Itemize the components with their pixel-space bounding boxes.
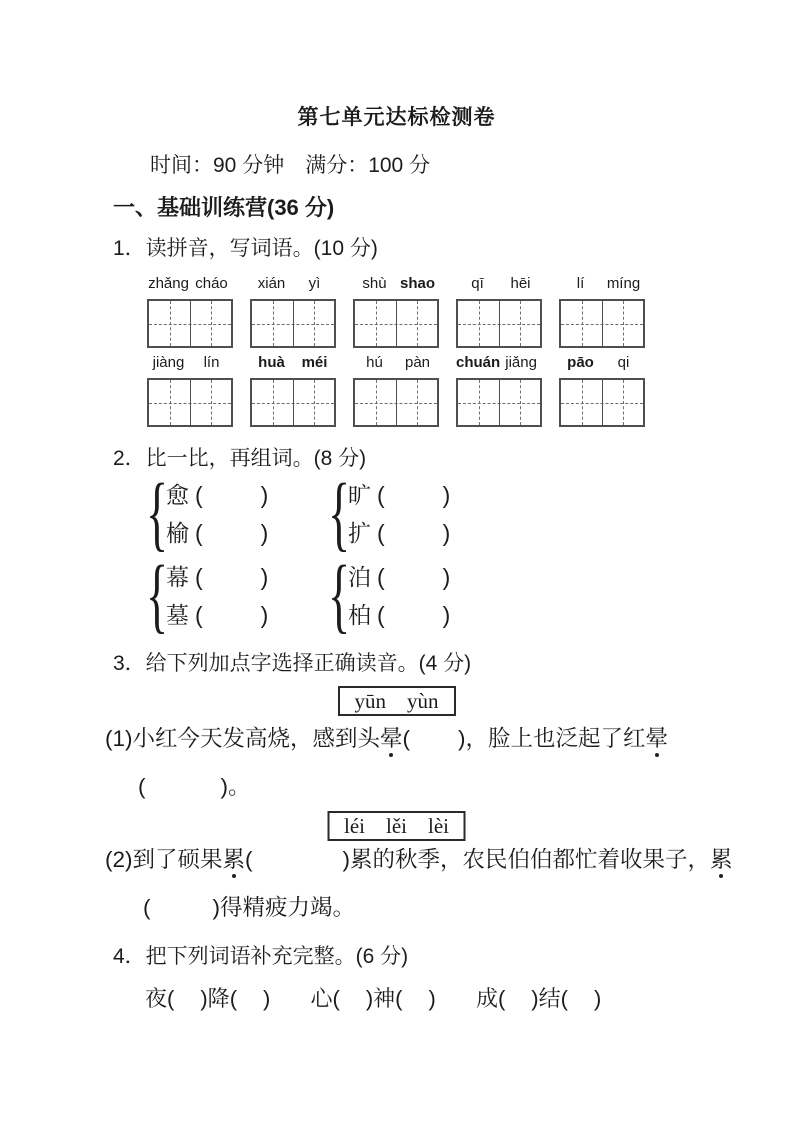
pinyin-syllable: cháo <box>195 275 228 292</box>
paren-close: ) <box>365 986 374 1011</box>
paren-open: ( <box>377 564 385 590</box>
question3-heading: 3．给下列加点字选择正确读音。(4 分) <box>113 652 472 675</box>
pinyin-syllable: pāo <box>567 354 594 371</box>
grid-line <box>417 301 418 346</box>
answer-blank <box>253 863 343 867</box>
pair-row <box>348 596 450 634</box>
writing-box <box>559 299 645 348</box>
word-pair <box>328 467 451 560</box>
paren-close: ) <box>263 986 271 1011</box>
paren-open: ( <box>195 520 203 546</box>
grid-line <box>499 380 500 425</box>
hanzi-char: 扩 <box>348 520 371 546</box>
hanzi-char: 榆 <box>166 520 189 546</box>
writing-box <box>147 299 233 348</box>
grid-line <box>314 301 315 346</box>
grid-line <box>376 380 377 425</box>
question2-heading: 2．比一比，再组词。(8 分) <box>113 447 367 470</box>
grid-line <box>396 301 397 346</box>
paren-open: ( <box>332 986 340 1011</box>
pinyin-grid <box>559 353 645 427</box>
answer-blank <box>174 1002 200 1006</box>
answer-blank <box>203 581 261 585</box>
sentence-line <box>105 724 668 753</box>
dotted-char: 晕 <box>380 726 403 751</box>
pinyin-grid <box>456 353 542 427</box>
paren-open: ( <box>195 602 203 628</box>
writing-box <box>147 378 233 427</box>
word-pair <box>146 549 269 642</box>
word-pair <box>328 549 451 642</box>
grid-line <box>479 380 480 425</box>
answer-blank <box>385 581 443 585</box>
paren-close: ) <box>442 602 451 628</box>
answer-blank <box>410 742 458 746</box>
page-title: 第七单元达标检测卷 <box>297 106 496 129</box>
hanzi-char: 旷 <box>348 482 371 508</box>
pinyin-label <box>559 274 645 294</box>
paren-open: ( <box>402 726 411 751</box>
paren-close: ) <box>593 986 602 1011</box>
writing-box <box>353 378 439 427</box>
pair-row <box>166 514 268 552</box>
answer-blank <box>385 537 443 541</box>
pinyin-label <box>353 274 439 294</box>
paren-close: ) <box>442 482 451 508</box>
pinyin-grid <box>147 353 233 427</box>
word-pair <box>146 467 269 560</box>
writing-box <box>250 378 336 427</box>
paren-close: ) <box>200 986 208 1011</box>
pinyin-syllable: qī <box>471 275 484 292</box>
brace-icon: { <box>146 467 169 560</box>
pinyin-syllable: yì <box>308 275 321 292</box>
word-completion-group <box>476 982 601 1013</box>
paren-open: ( <box>195 564 203 590</box>
paren-open: ( <box>195 482 203 508</box>
pinyin-syllable: jiàng <box>152 354 185 371</box>
pinyin-syllable: chuán <box>456 354 501 371</box>
paren-open: ( <box>395 986 403 1011</box>
writing-box <box>559 378 645 427</box>
brace-icon: { <box>328 467 351 560</box>
paren-open: ( <box>377 482 385 508</box>
grid-line <box>582 380 583 425</box>
grid-line <box>499 301 500 346</box>
brace-icon: { <box>328 549 351 642</box>
pinyin-syllable: zhǎng <box>148 275 189 292</box>
brace-icon: { <box>146 549 169 642</box>
pinyin-syllable: xián <box>257 275 286 292</box>
grid-line <box>376 301 377 346</box>
hanzi-char: 降 <box>207 986 230 1011</box>
paren-open: ( <box>229 986 238 1011</box>
word-completion-group <box>310 982 435 1013</box>
grid-line <box>602 301 603 346</box>
writing-box <box>456 378 542 427</box>
pinyin-syllable: hú <box>366 354 383 371</box>
grid-line <box>170 380 171 425</box>
sentence-text: (1)小红今天发高烧，感到头 <box>105 726 380 751</box>
pinyin-label <box>147 274 233 294</box>
pair-row <box>166 558 268 596</box>
paren-open: ( <box>377 602 385 628</box>
grid-line <box>293 301 294 346</box>
pair-row <box>348 476 450 514</box>
dotted-char: 累 <box>222 847 246 872</box>
exam-meta: 时间：90 分钟 满分：100 分 <box>150 154 431 177</box>
pinyin-syllable: jiǎng <box>505 354 537 371</box>
grid-line <box>623 380 624 425</box>
section-one-heading: 一、基础训练营(36 分) <box>113 195 335 220</box>
hanzi-char: 神 <box>373 986 396 1011</box>
pinyin-syllable: huà <box>258 354 285 371</box>
paren-close: ) <box>260 520 269 546</box>
sentence-text: )累的秋季，农民伯伯都忙着收果子， <box>342 847 711 872</box>
hanzi-char: 泊 <box>348 564 371 590</box>
paren-close: ) <box>531 986 539 1011</box>
pinyin-label <box>456 274 542 294</box>
hanzi-char: 愈 <box>166 482 189 508</box>
paren-open: ( <box>245 847 253 872</box>
grid-line <box>293 380 294 425</box>
pinyin-grid <box>353 274 439 348</box>
writing-box <box>456 299 542 348</box>
paren-open: ( <box>560 986 568 1011</box>
grid-line <box>520 301 521 346</box>
grid-line <box>190 380 191 425</box>
sentence-text: )，脸上也泛起了红 <box>458 726 646 751</box>
paren-open: ( <box>138 774 146 799</box>
grid-line <box>417 380 418 425</box>
answer-blank <box>568 1002 594 1006</box>
sentence-line <box>105 845 733 874</box>
pinyin-grid <box>353 353 439 427</box>
sentence-line <box>138 772 251 801</box>
pinyin-label <box>250 274 336 294</box>
grid-line <box>190 301 191 346</box>
hanzi-char: 柏 <box>348 602 371 628</box>
hanzi-char: 夜 <box>145 986 168 1011</box>
pair-row <box>348 558 450 596</box>
paren-close: ) <box>260 482 269 508</box>
grid-line <box>520 380 521 425</box>
sentence-text: )得精疲力竭。 <box>212 895 355 920</box>
pinyin-grid <box>456 274 542 348</box>
paren-open: ( <box>377 520 385 546</box>
paren-open: ( <box>143 895 151 920</box>
grid-line <box>273 301 274 346</box>
pinyin-syllable: míng <box>606 275 641 292</box>
pinyin-grid <box>250 274 336 348</box>
pinyin-syllable: qi <box>617 354 630 371</box>
dotted-char: 晕 <box>645 726 669 751</box>
answer-blank <box>505 1002 531 1006</box>
paren-close: ) <box>260 602 269 628</box>
pinyin-syllable: lí <box>576 275 585 292</box>
sentence-text: )。 <box>220 774 251 799</box>
answer-blank <box>385 619 443 623</box>
pinyin-syllable: pàn <box>404 354 431 371</box>
pronunciation-option-box: yūn yùn <box>338 686 456 716</box>
answer-blank <box>340 1002 366 1006</box>
grid-line <box>170 301 171 346</box>
word-completion-line <box>145 982 601 1013</box>
grid-line <box>211 380 212 425</box>
sentence-line <box>143 893 355 922</box>
pinyin-label <box>559 353 645 373</box>
grid-line <box>396 380 397 425</box>
question1-heading: 1．读拼音，写词语。(10 分) <box>113 237 378 260</box>
pair-row <box>166 476 268 514</box>
grid-line <box>623 301 624 346</box>
answer-blank <box>385 499 443 503</box>
hanzi-char: 墓 <box>166 602 189 628</box>
answer-blank <box>203 537 261 541</box>
pinyin-syllable: shù <box>362 275 387 292</box>
grid-line <box>602 380 603 425</box>
paren-close: ) <box>260 564 269 590</box>
grid-line <box>273 380 274 425</box>
question4-heading: 4．把下列词语补充完整。(6 分) <box>113 945 409 968</box>
paren-close: ) <box>428 986 436 1011</box>
answer-blank <box>203 619 261 623</box>
paren-close: ) <box>442 564 451 590</box>
pinyin-syllable: lín <box>203 354 220 371</box>
answer-blank <box>146 790 221 794</box>
word-completion-group <box>145 982 270 1013</box>
dotted-char: 累 <box>710 847 733 872</box>
pinyin-label <box>353 353 439 373</box>
sentence-text: (2)到了硕果 <box>105 847 223 872</box>
pair-row <box>166 596 268 634</box>
hanzi-char: 幕 <box>166 564 189 590</box>
answer-blank <box>402 1002 428 1006</box>
grid-line <box>314 380 315 425</box>
hanzi-char: 结 <box>538 986 561 1011</box>
pinyin-syllable: shao <box>399 275 435 292</box>
grid-line <box>479 301 480 346</box>
pinyin-label <box>147 353 233 373</box>
pronunciation-option-box: léi lěi lèi <box>327 811 466 841</box>
grid-line <box>211 301 212 346</box>
pinyin-label <box>456 353 542 373</box>
writing-box <box>353 299 439 348</box>
hanzi-char: 成 <box>475 986 498 1011</box>
hanzi-char: 心 <box>310 986 333 1011</box>
writing-box <box>250 299 336 348</box>
paren-open: ( <box>167 986 175 1011</box>
pair-row <box>348 514 450 552</box>
pinyin-grid <box>250 353 336 427</box>
answer-blank <box>203 499 261 503</box>
answer-blank <box>151 911 213 915</box>
pinyin-syllable: méi <box>301 354 328 371</box>
pinyin-grid <box>147 274 233 348</box>
pinyin-label <box>250 353 336 373</box>
pinyin-grid <box>559 274 645 348</box>
answer-blank <box>237 1002 263 1006</box>
pinyin-syllable: hēi <box>510 275 531 292</box>
paren-open: ( <box>497 986 506 1011</box>
grid-line <box>582 301 583 346</box>
paren-close: ) <box>442 520 451 546</box>
